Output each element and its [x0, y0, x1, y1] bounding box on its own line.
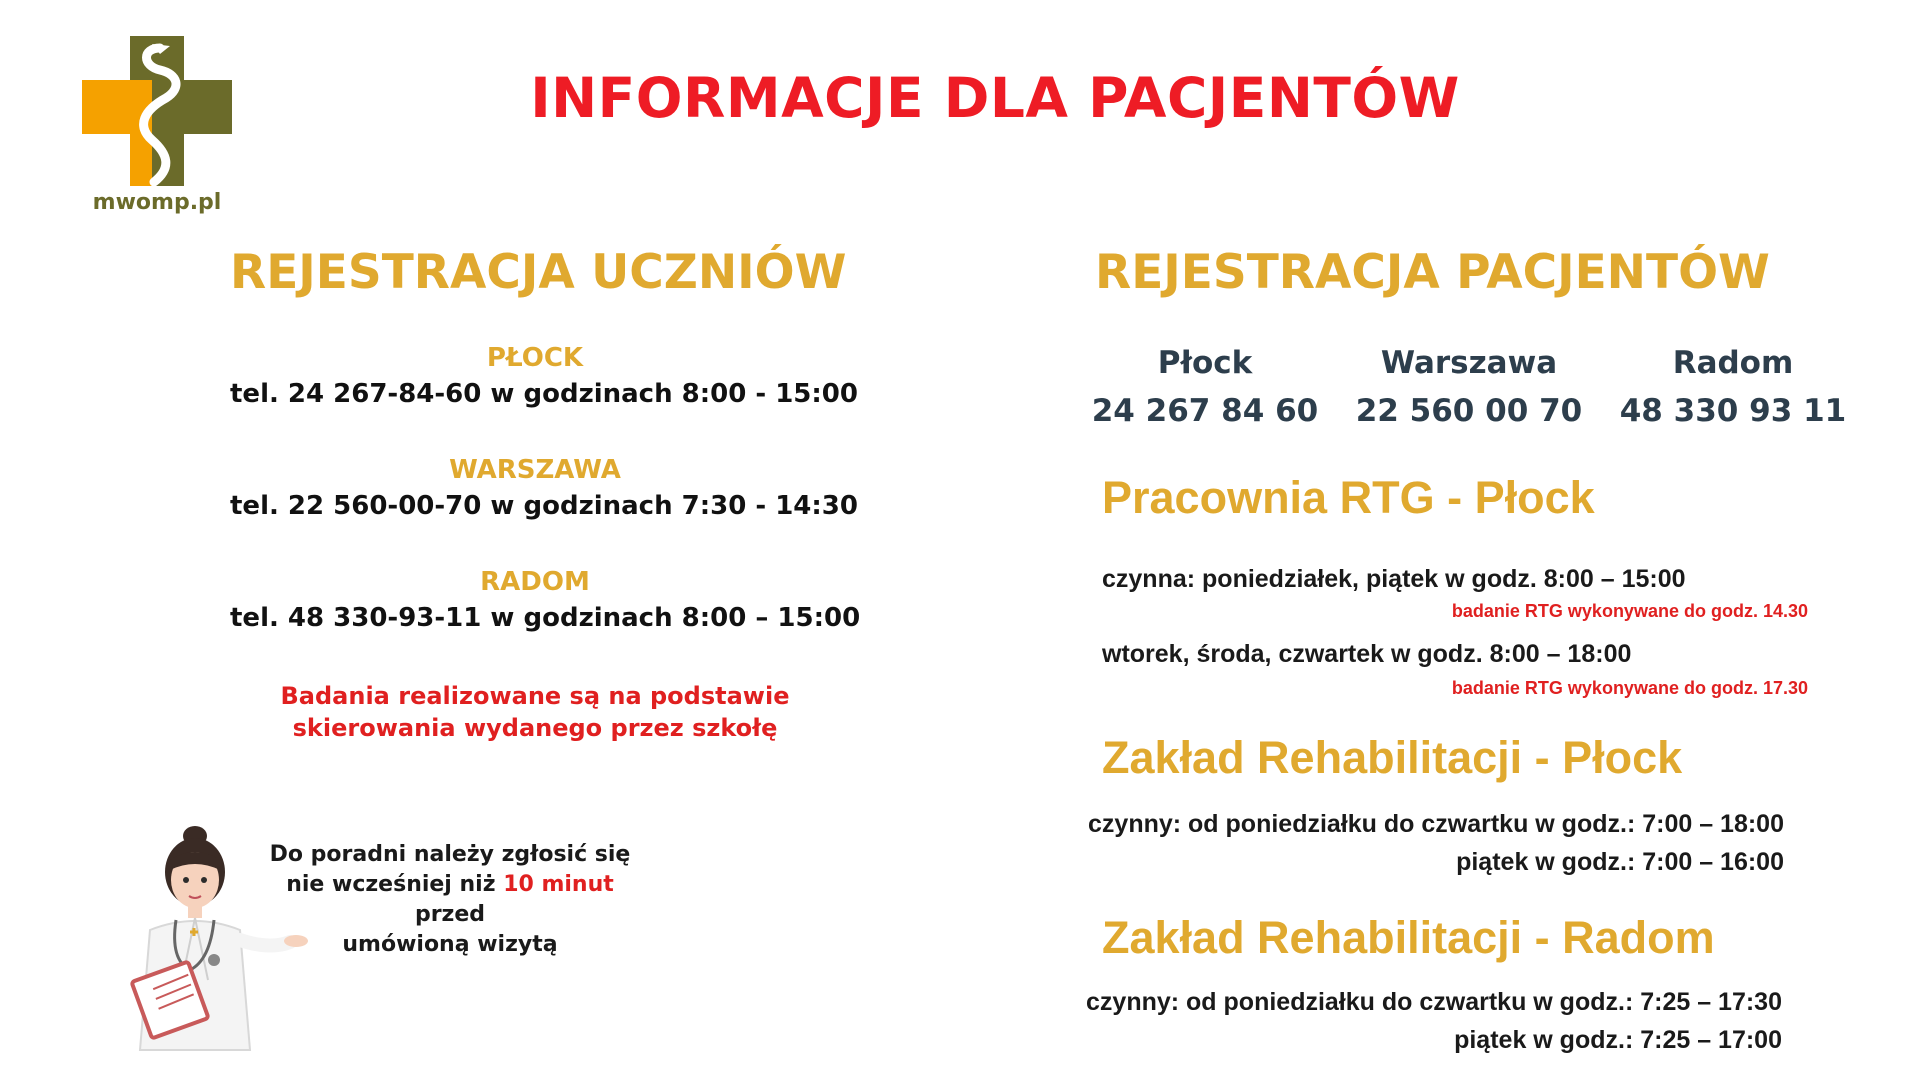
arrival-note-highlight: 10 minut — [503, 872, 614, 897]
rtg-note-1: badanie RTG wykonywane do godz. 14.30 — [1451, 601, 1808, 621]
patients-city-warszawa — [1344, 345, 1594, 429]
arrival-note-pre: nie wcześniej niż — [286, 872, 504, 897]
rtg-hours-1: czynna: poniedziałek, piątek w godz. 8:00 – 15:00 — [1102, 565, 1686, 593]
city-label: WARSZAWA — [449, 455, 621, 485]
arrival-note-line2 — [250, 870, 650, 930]
patients-city-radom — [1608, 345, 1858, 429]
students-warszawa — [230, 455, 858, 521]
arrival-note-line3: umówioną wizytą — [342, 932, 558, 957]
city-label: RADOM — [480, 567, 590, 597]
phone-number[interactable]: 48 330 93 11 — [1619, 393, 1847, 429]
arrival-note-line1: Do poradni należy zgłosić się — [269, 842, 631, 867]
students-radom — [230, 567, 861, 633]
arrival-note — [250, 840, 650, 960]
students-plock — [230, 343, 858, 409]
city-label: PŁOCK — [486, 343, 584, 373]
patients-city-plock — [1080, 345, 1330, 429]
city-name: Radom — [1672, 345, 1794, 381]
rehab-radom-hours-1: czynny: od poniedziałku do czwartku w godz.: 7:25 – 17:30 — [1086, 988, 1782, 1016]
phone-hours: tel. 48 330-93-11 w godzinach 8:00 – 15:00 — [230, 603, 861, 633]
referral-note-line2: skierowania wydanego przez szkołę — [292, 714, 778, 742]
city-name: Warszawa — [1380, 345, 1558, 381]
rtg-heading: Pracownia RTG - Płock — [1102, 472, 1595, 523]
students-heading: REJESTRACJA UCZNIÓW — [230, 245, 847, 300]
rehab-radom-hours-2: piątek w godz.: 7:25 – 17:00 — [1454, 1026, 1782, 1054]
phone-hours: tel. 22 560-00-70 w godzinach 7:30 - 14:30 — [230, 491, 858, 521]
rtg-hours-2: wtorek, środa, czwartek w godz. 8:00 – 18:00 — [1102, 640, 1632, 668]
referral-note-line1: Badania realizowane są na podstawie — [280, 682, 790, 710]
rehab-plock-hours-2: piątek w godz.: 7:00 – 16:00 — [1456, 848, 1784, 876]
rtg-note-2: badanie RTG wykonywane do godz. 17.30 — [1451, 678, 1808, 698]
city-name: Płock — [1157, 345, 1253, 381]
logo-text[interactable]: mwomp.pl — [92, 190, 222, 215]
phone-hours: tel. 24 267-84-60 w godzinach 8:00 - 15:00 — [230, 379, 858, 409]
arrival-note-post: przed — [414, 902, 486, 927]
rehab-plock-heading: Zakład Rehabilitacji - Płock — [1102, 732, 1683, 783]
rehab-plock-hours-1: czynny: od poniedziałku do czwartku w godz.: 7:00 – 18:00 — [1088, 810, 1784, 838]
patients-heading: REJESTRACJA PACJENTÓW — [1095, 245, 1770, 300]
phone-number[interactable]: 24 267 84 60 — [1091, 393, 1319, 429]
page-title: INFORMACJE DLA PACJENTÓW — [530, 66, 1460, 130]
phone-number[interactable]: 22 560 00 70 — [1355, 393, 1583, 429]
referral-note — [230, 680, 840, 744]
rehab-radom-heading: Zakład Rehabilitacji - Radom — [1102, 912, 1715, 963]
